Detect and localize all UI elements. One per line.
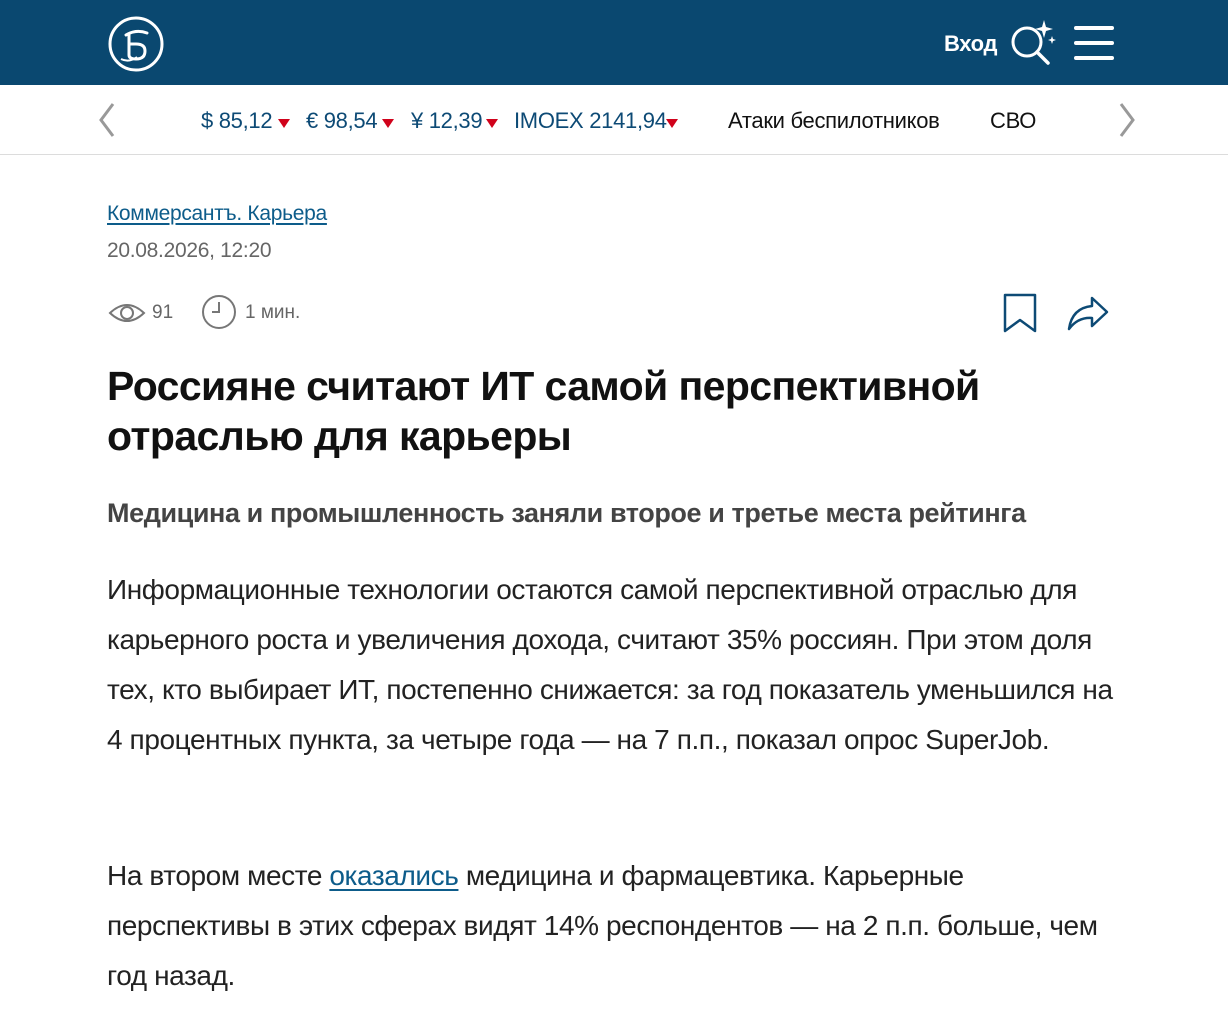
trend-down-icon bbox=[486, 119, 498, 128]
ai-search-icon[interactable] bbox=[1008, 18, 1058, 68]
tag-link-svo[interactable]: СВО bbox=[990, 108, 1037, 133]
share-icon[interactable] bbox=[1066, 294, 1110, 332]
chevron-left-icon[interactable] bbox=[96, 101, 118, 139]
quote-imoex[interactable]: IMOEX 2141,94 bbox=[514, 108, 667, 133]
eye-icon bbox=[108, 299, 146, 327]
view-count: 91 bbox=[152, 302, 174, 323]
inline-link[interactable]: оказались bbox=[329, 860, 459, 891]
chevron-right-icon[interactable] bbox=[1116, 101, 1138, 139]
bookmark-icon[interactable] bbox=[1002, 293, 1038, 333]
kommersant-logo-icon[interactable] bbox=[107, 15, 165, 73]
trend-down-icon bbox=[666, 119, 678, 128]
article-paragraph: Информационные технологии остаются самой перспективной отраслью для карьерного роста и увеличения дохода, считают 35% россиян. При этом доля тех, кто выбирает ИТ, постепенно снижается: за год показатель уменьшился на 4 процентных пункта, за четыре года — на 7 п.п., показал опрос SuperJob. bbox=[107, 574, 1113, 755]
quote-usd[interactable]: $ 85,12 bbox=[201, 108, 273, 133]
quote-cny[interactable]: ¥ 12,39 bbox=[411, 108, 483, 133]
hamburger-menu-icon[interactable] bbox=[1074, 24, 1114, 62]
ticker-bar bbox=[0, 85, 1228, 155]
clock-icon bbox=[201, 294, 237, 330]
trend-down-icon bbox=[278, 119, 290, 128]
trend-down-icon bbox=[382, 119, 394, 128]
article-paragraph bbox=[107, 851, 1122, 1001]
tag-link-drones[interactable]: Атаки беспилотников bbox=[728, 108, 940, 133]
rubric-link[interactable]: Коммерсантъ. Карьера bbox=[107, 202, 327, 225]
quote-eur[interactable]: € 98,54 bbox=[306, 108, 378, 133]
read-time: 1 мин. bbox=[245, 302, 301, 323]
article-title: Россияне считают ИТ самой перспективной отраслью для карьеры bbox=[107, 363, 980, 459]
publish-date: 20.08.2026, 12:20 bbox=[107, 239, 272, 262]
site-header bbox=[0, 0, 1228, 85]
paragraph-text: медицина и фармацевтика. Карьерные перспективы в этих сферах видят 14% респондентов — на 2 п.п. больше, чем год назад. bbox=[107, 860, 1098, 991]
login-link[interactable]: Вход bbox=[944, 31, 998, 56]
article-subtitle: Медицина и промышленность заняли второе и третье места рейтинга bbox=[107, 498, 1026, 528]
paragraph-text: На втором месте bbox=[107, 860, 330, 891]
